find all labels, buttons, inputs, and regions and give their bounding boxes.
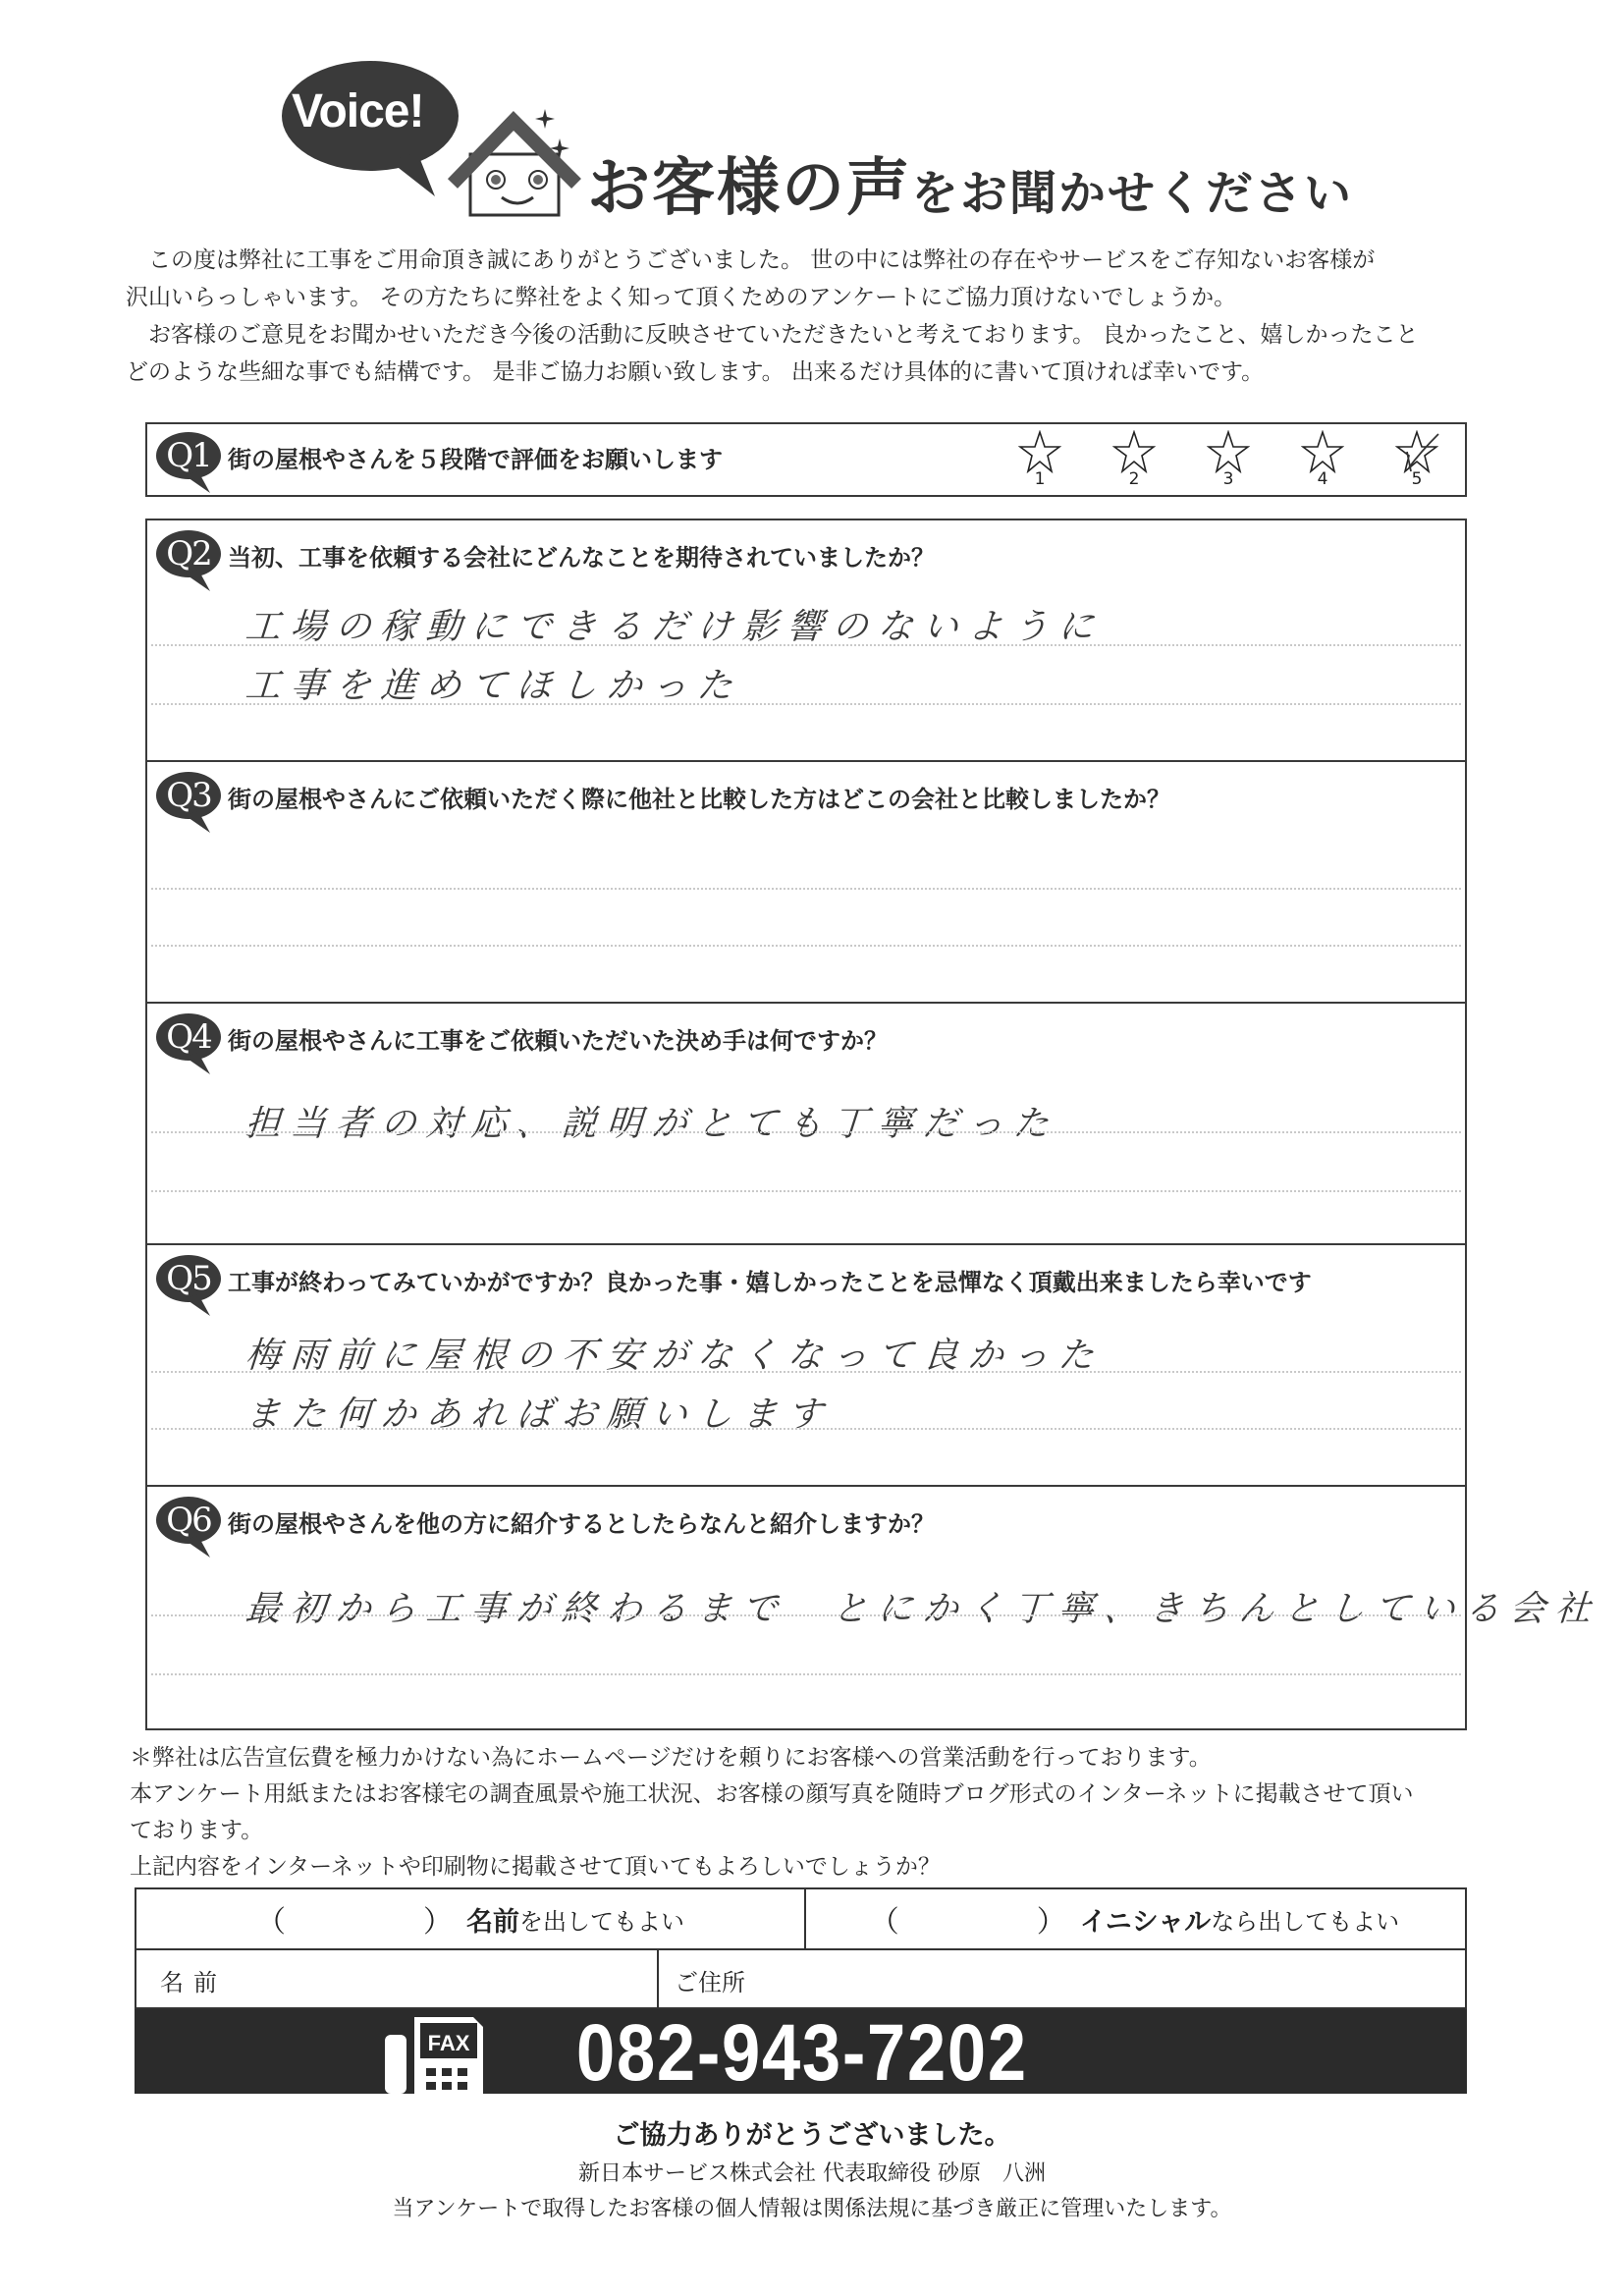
question-6-text: 街の屋根やさんを他の方に紹介するとしたらなんと紹介しますか？ <box>228 1509 935 1538</box>
question-1-text: 街の屋根やさんを５段階で評価をお願いします <box>228 445 723 473</box>
svg-text:FAX: FAX <box>427 2031 470 2055</box>
intro-line-4: どのような些細な事でも結構です。 是非ご協力お願い致します。 出来るだけ具体的に書いて頂ければ幸いです。 <box>126 359 1265 385</box>
answer-rule <box>151 1428 1461 1430</box>
note-line-4: 上記内容をインターネットや印刷物に掲載させて頂いてもよろしいでしょうか？ <box>130 1854 941 1880</box>
rating-stars[interactable] <box>1015 430 1441 491</box>
q-badge-icon: Q2 <box>155 530 222 579</box>
answer-2-line-2[interactable]: 工事を進めてほしかった <box>244 666 744 706</box>
voice-label: Voice! <box>292 85 424 137</box>
answer-rule <box>151 644 1461 646</box>
answer-rule <box>151 1131 1461 1133</box>
question-3-box <box>145 760 1467 1004</box>
name-label: 名前 <box>160 1968 227 1996</box>
rating-star-3[interactable]: 3 <box>1204 430 1253 491</box>
answer-rule <box>151 1371 1461 1373</box>
question-3-text: 街の屋根やさんにご依頼いただく際に他社と比較した方はどこの会社と比較しましたか？ <box>228 785 1170 813</box>
fax-machine-icon <box>385 2011 503 2094</box>
question-2-box <box>145 519 1467 762</box>
answer-rule <box>151 1673 1461 1675</box>
note-line-1: ＊弊社は広告宣伝費を極力かけない為にホームページだけを頼りにお客様への営業活動を行っております。 <box>130 1745 1212 1771</box>
question-1-box <box>145 422 1467 497</box>
consent-option-name[interactable]: （ ） 名前 を出してもよい <box>136 1889 806 1948</box>
intro-line-3: お客様のご意見をお聞かせいただき今後の活動に反映させていただきたいと考えております。 良かったこと、嬉しかったこと <box>148 322 1419 348</box>
intro-line-1: この度は弊社に工事をご用命頂き誠にありがとうございました。 世の中には弊社の存在やサービスをご存知ないお客様が <box>148 247 1376 273</box>
answer-rule <box>151 888 1461 890</box>
thank-you-text: ご協力ありがとうございました。 <box>613 2120 1011 2151</box>
q-badge-icon: Q3 <box>155 772 222 821</box>
answer-5-line-1[interactable]: 梅雨前に屋根の不安がなくなって良かった <box>244 1336 1106 1376</box>
answer-rule <box>151 945 1461 947</box>
q-badge-icon: Q6 <box>155 1497 222 1546</box>
answer-rule <box>151 1614 1461 1616</box>
smiling-house-icon <box>447 103 584 211</box>
answer-2-line-1[interactable]: 工場の稼動にできるだけ影響のないように <box>244 607 1106 647</box>
question-5-box <box>145 1243 1467 1487</box>
rating-star-1[interactable]: 1 <box>1015 430 1064 491</box>
name-field[interactable] <box>136 1950 659 2009</box>
q-badge-icon: Q1 <box>155 432 222 481</box>
voice-speech-bubble-icon <box>280 59 461 177</box>
consent-table <box>135 1887 1467 2009</box>
answer-rule <box>151 1190 1461 1192</box>
note-line-3: ております。 <box>130 1818 264 1843</box>
company-info: 新日本サービス株式会社 代表取締役 砂原 八洲 <box>578 2161 1046 2186</box>
intro-line-2: 沢山いらっしゃいます。 その方たちに弊社をよく知って頂くためのアンケートにご協力頂けないでしょうか。 <box>126 285 1237 310</box>
title-main: お客様の声 <box>587 152 911 225</box>
fax-number: 082-943-7202 <box>576 2008 1028 2098</box>
answer-5-line-2[interactable]: また何かあればお願いします <box>244 1394 835 1435</box>
question-4-box <box>145 1002 1467 1245</box>
title-sub: をお聞かせください <box>911 166 1354 221</box>
rating-star-2[interactable]: 2 <box>1110 430 1159 491</box>
question-5-text: 工事が終わってみていかがですか？良かった事・嬉しかったことを忌憚なく頂戴出来ましたら幸いです <box>228 1268 1312 1296</box>
address-field[interactable] <box>659 1950 1465 2009</box>
fax-bar <box>135 2008 1467 2098</box>
rating-star-5-selected[interactable]: 5 <box>1392 430 1441 491</box>
checkmark-icon <box>1395 430 1444 479</box>
q-badge-icon: Q4 <box>155 1013 222 1063</box>
question-2-text: 当初、工事を依頼する会社にどんなことを期待されていましたか？ <box>228 543 935 572</box>
q-badge-icon: Q5 <box>155 1255 222 1304</box>
note-line-2: 本アンケート用紙またはお客様宅の調査風景や施工状況、お客様の顔写真を随時ブログ形式のインターネットに掲載させて頂い <box>130 1781 1414 1807</box>
rating-star-4[interactable]: 4 <box>1298 430 1347 491</box>
address-label: ご住所 <box>675 1968 745 1996</box>
question-6-box <box>145 1485 1602 1730</box>
answer-4-line-1[interactable]: 担当者の対応、説明がとても丁寧だった <box>244 1104 1060 1144</box>
answer-rule <box>151 703 1461 705</box>
intro-paragraph <box>126 242 1540 391</box>
consent-option-initial[interactable]: （ ） イニシャル なら出してもよい <box>869 1905 1400 1940</box>
page-title <box>587 137 1353 228</box>
answer-6-line-1[interactable]: 最初から工事が終わるまで とにかく丁寧、きちんとしている会社 <box>244 1589 1602 1629</box>
question-4-text: 街の屋根やさんに工事をご依頼いただいた決め手は何ですか？ <box>228 1026 888 1055</box>
privacy-notice: 当アンケートで取得したお客様の個人情報は関係法規に基づき厳正に管理いたします。 <box>392 2197 1232 2221</box>
publication-notes <box>130 1740 1534 1886</box>
